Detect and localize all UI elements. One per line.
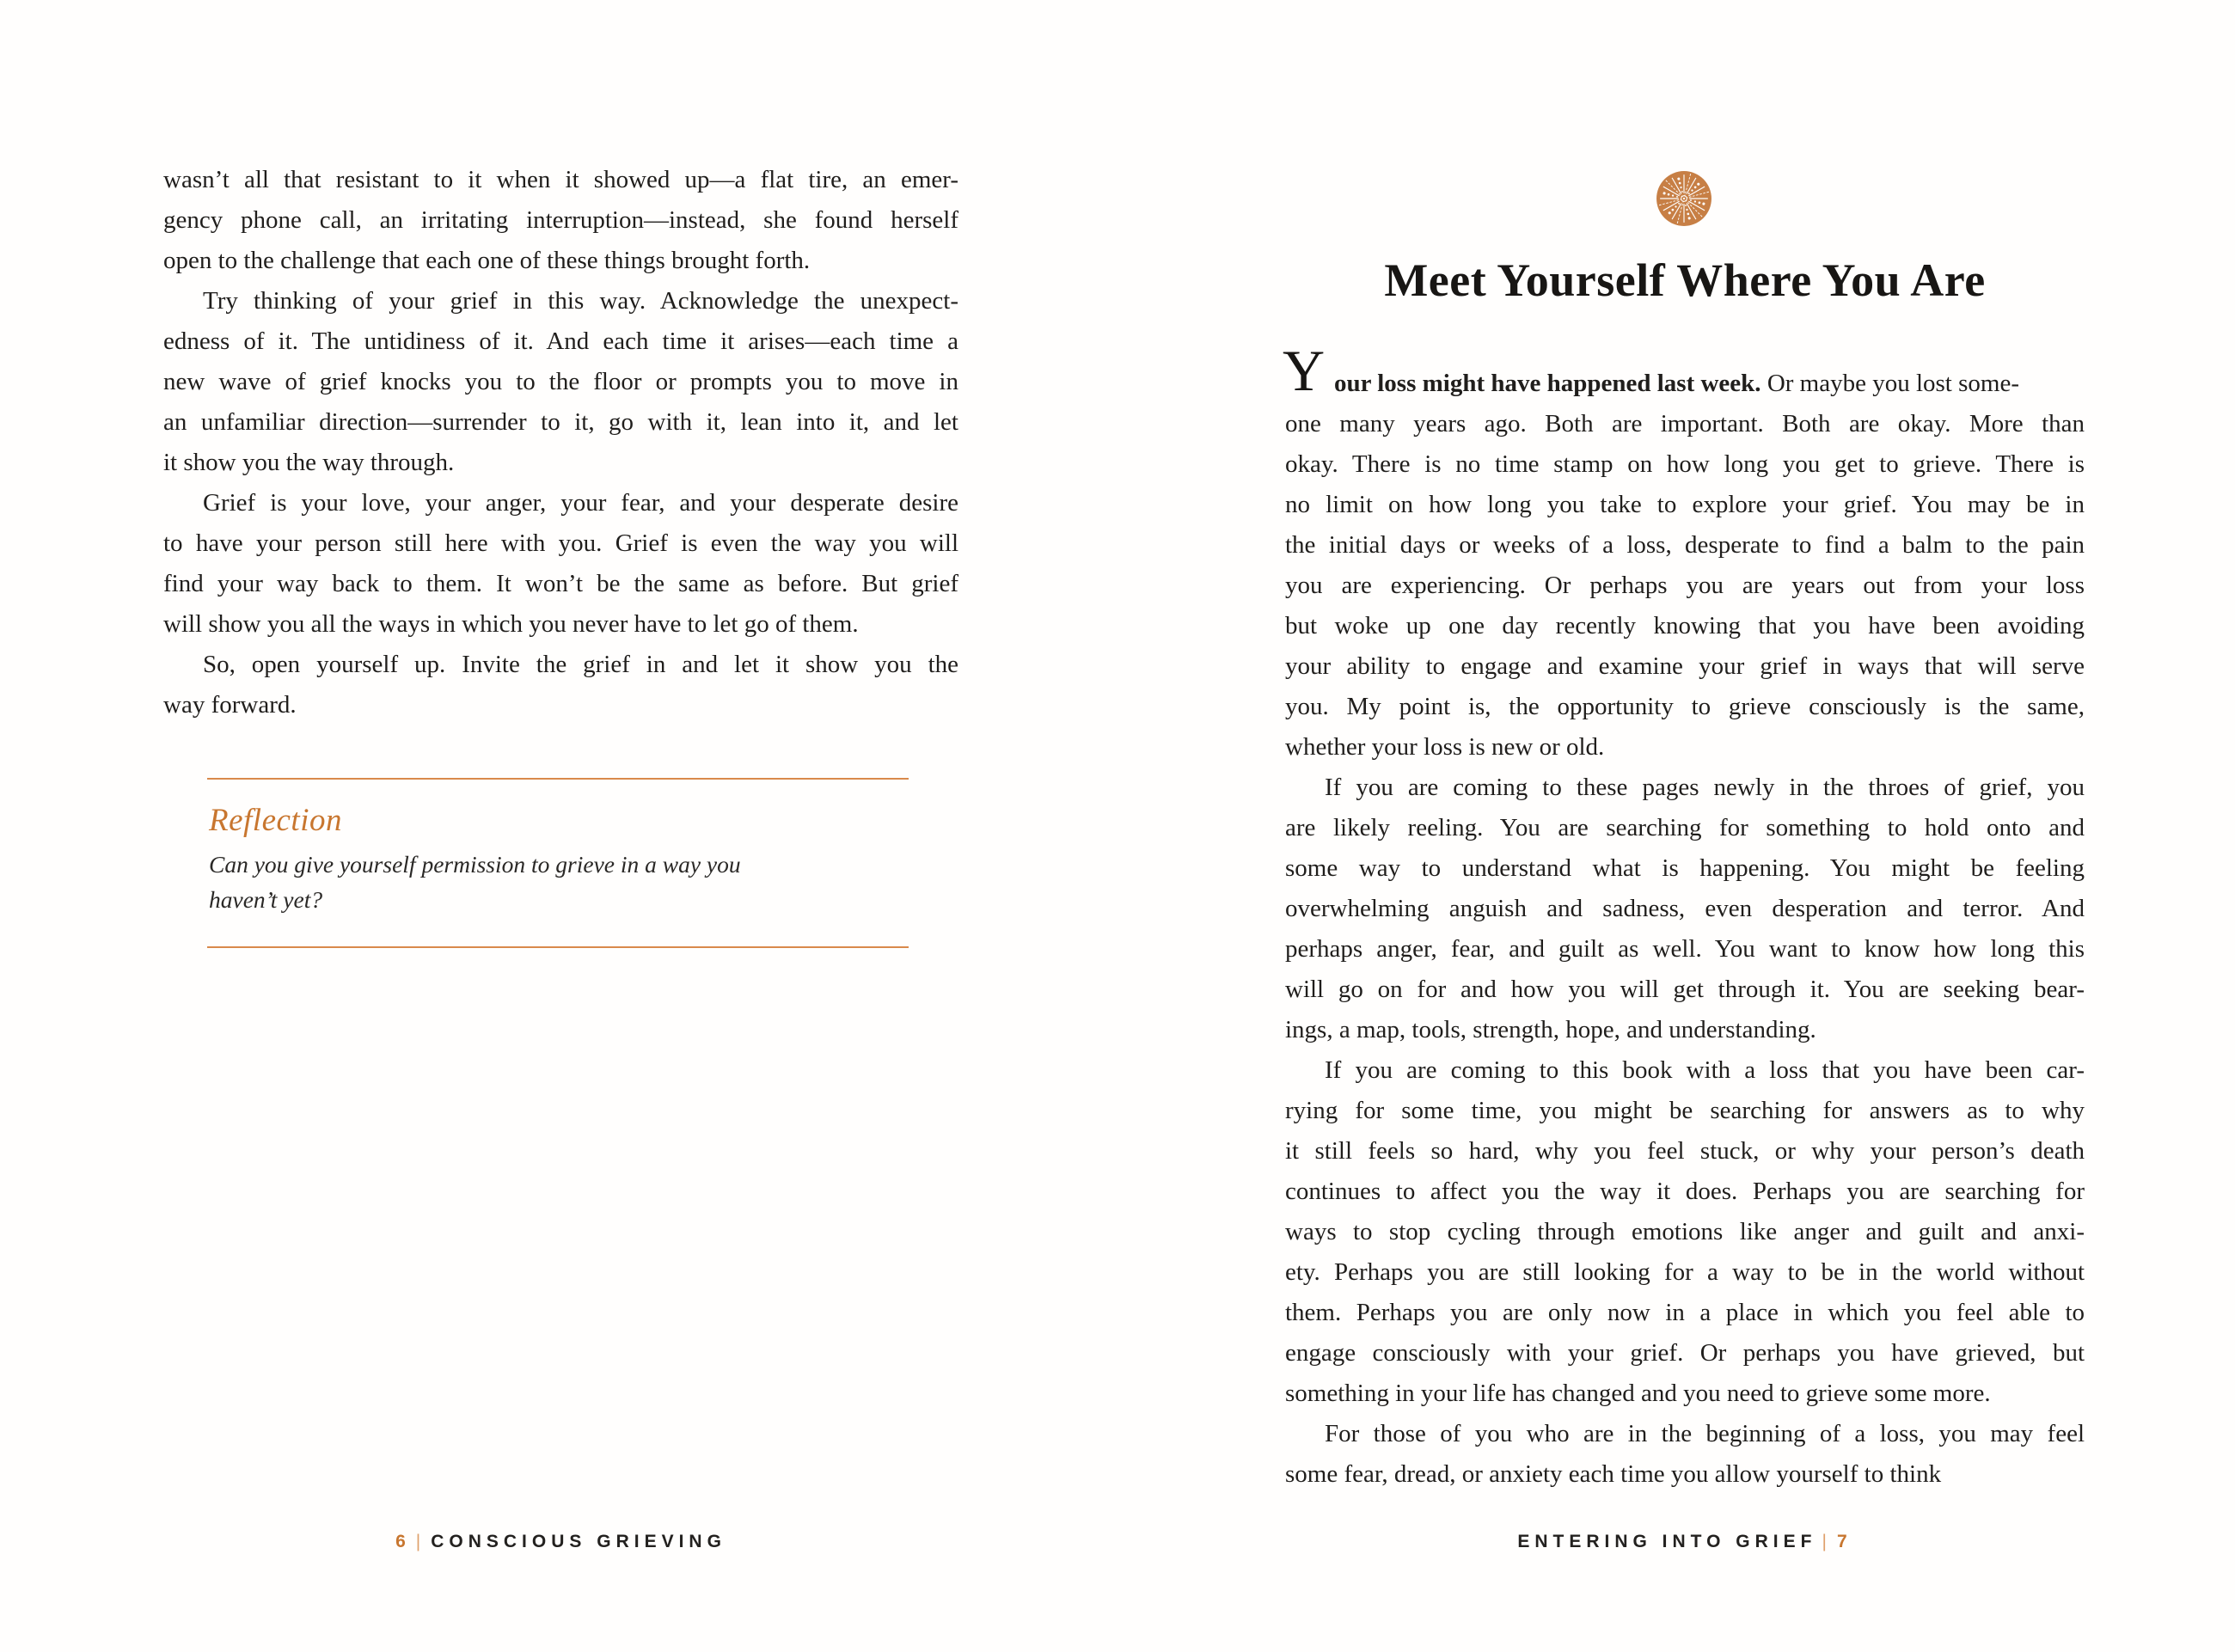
text-line: Grief is your love, your anger, your fear, and your desperate desire <box>203 489 958 517</box>
reflection-top-rule <box>207 778 909 780</box>
text-line: some fear, dread, or anxiety each time you allow yourself to think <box>1285 1460 1942 1488</box>
opening-line-rest: Or maybe you lost some- <box>1760 370 2019 397</box>
paragraph <box>163 160 958 281</box>
text-line: one many years ago. Both are important. Both are okay. More than <box>1285 410 2085 437</box>
text-line: you. My point is, the opportunity to grieve consciously is the same, <box>1285 693 2085 720</box>
text-line: gency phone call, an irritating interruption—instead, she found herself <box>163 206 958 234</box>
bold-lead-in: our loss might have happened last week. <box>1334 370 1761 397</box>
text-line: but woke up one day recently knowing that you have been avoiding <box>1285 612 2085 639</box>
reflection-heading: Reflection <box>209 803 342 838</box>
paragraph <box>163 483 958 645</box>
right-page-paragraphs <box>1285 404 2085 1495</box>
text-line: it show you the way through. <box>163 449 455 476</box>
text-line: find your way back to them. It won’t be the same as before. But grief <box>163 570 958 597</box>
text-line: Try thinking of your grief in this way. Acknowledge the unexpect- <box>203 287 958 315</box>
text-line: you are experiencing. Or perhaps you are years out from your loss <box>1285 572 2085 599</box>
reflection-prompt <box>207 847 909 917</box>
paragraph <box>1285 404 2085 768</box>
left-page-body <box>163 160 958 725</box>
text-line: edness of it. The untidiness of it. And each time it arises—each time a <box>163 327 958 355</box>
text-line: ety. Perhaps you are still looking for a way to be in the world without <box>1285 1258 2085 1286</box>
text-line: ways to stop cycling through emotions like anger and guilt and anxi- <box>1285 1218 2085 1245</box>
text-line: an unfamiliar direction—surrender to it, go with it, lean into it, and let <box>163 408 958 436</box>
paragraph <box>163 281 958 483</box>
text-line: For those of you who are in the beginning of a loss, you may feel <box>1325 1420 2085 1447</box>
text-line: open to the challenge that each one of these things brought forth. <box>163 247 811 274</box>
book-title-footer: CONSCIOUS GRIEVING <box>431 1532 726 1551</box>
reflection-bottom-rule <box>207 946 909 948</box>
text-line: okay. There is no time stamp on how long you get to grieve. There is <box>1285 450 2085 478</box>
text-line: perhaps anger, fear, and guilt as well. You want to know how long this <box>1285 935 2085 963</box>
text-line: So, open yourself up. Invite the grief in and let it show you the <box>203 651 958 678</box>
right-page-number: 7 <box>1836 1532 1852 1551</box>
paragraph <box>163 645 958 725</box>
text-line: ings, a map, tools, strength, hope, and understanding. <box>1285 1016 1816 1043</box>
text-line: will show you all the ways in which you never have to let go of them. <box>163 610 859 638</box>
text-line: If you are coming to this book with a loss that you have been car- <box>1325 1056 2085 1084</box>
text-line: If you are coming to these pages newly in the throes of grief, you <box>1325 774 2085 801</box>
opening-line <box>1283 338 2085 404</box>
drop-cap: Y <box>1283 338 1326 403</box>
text-line: wasn’t all that resistant to it when it showed up—a flat tire, an emer- <box>163 166 958 193</box>
text-line: continues to affect you the way it does. Perhaps you are searching for <box>1285 1178 2085 1205</box>
text-line: haven’t yet? <box>209 886 323 913</box>
text-line: the initial days or weeks of a loss, desperate to find a balm to the pain <box>1285 531 2085 559</box>
text-line: to have your person still here with you. Grief is even the way you will <box>163 529 958 557</box>
left-page-number: 6 <box>395 1532 411 1551</box>
paragraph <box>1285 1414 2085 1495</box>
text-line: overwhelming anguish and sadness, even desperation and terror. And <box>1285 895 2085 922</box>
chapter-title-footer: ENTERING INTO GRIEF <box>1517 1532 1817 1551</box>
text-line: way forward. <box>163 691 297 719</box>
text-line: something in your life has changed and you need to grieve some more. <box>1285 1380 1991 1407</box>
paragraph <box>1285 768 2085 1050</box>
left-running-foot <box>163 1532 958 1554</box>
text-line: it still feels so hard, why you feel stuck, or why your person’s death <box>1285 1137 2085 1165</box>
chapter-ornament-icon <box>1656 170 1712 227</box>
text-line: engage consciously with your grief. Or perhaps you have grieved, but <box>1285 1339 2085 1367</box>
text-line: are likely reeling. You are searching for something to hold onto and <box>1285 814 2085 841</box>
text-line: Can you give yourself permission to grieve in a way you <box>209 851 741 878</box>
right-page-body <box>1283 338 2085 1495</box>
chapter-title: Meet Yourself Where You Are <box>1384 254 1986 306</box>
reflection-box <box>207 778 909 948</box>
text-line: them. Perhaps you are only now in a place in which you feel able to <box>1285 1299 2085 1326</box>
text-line: rying for some time, you might be searching for answers as to why <box>1285 1097 2085 1124</box>
text-line: whether your loss is new or old. <box>1285 733 1605 761</box>
right-running-foot <box>1285 1532 2085 1554</box>
text-line: will go on for and how you will get through it. You are seeking bear- <box>1285 976 2085 1003</box>
text-line: new wave of grief knocks you to the floor or prompts you to move in <box>163 368 958 395</box>
footer-divider: | <box>415 1532 426 1551</box>
text-line: no limit on how long you take to explore your grief. You may be in <box>1285 491 2085 518</box>
footer-divider: | <box>1822 1532 1832 1551</box>
paragraph <box>1285 1050 2085 1414</box>
text-line: your ability to engage and examine your grief in ways that will serve <box>1285 652 2085 680</box>
text-line: some way to understand what is happening. You might be feeling <box>1285 854 2085 882</box>
